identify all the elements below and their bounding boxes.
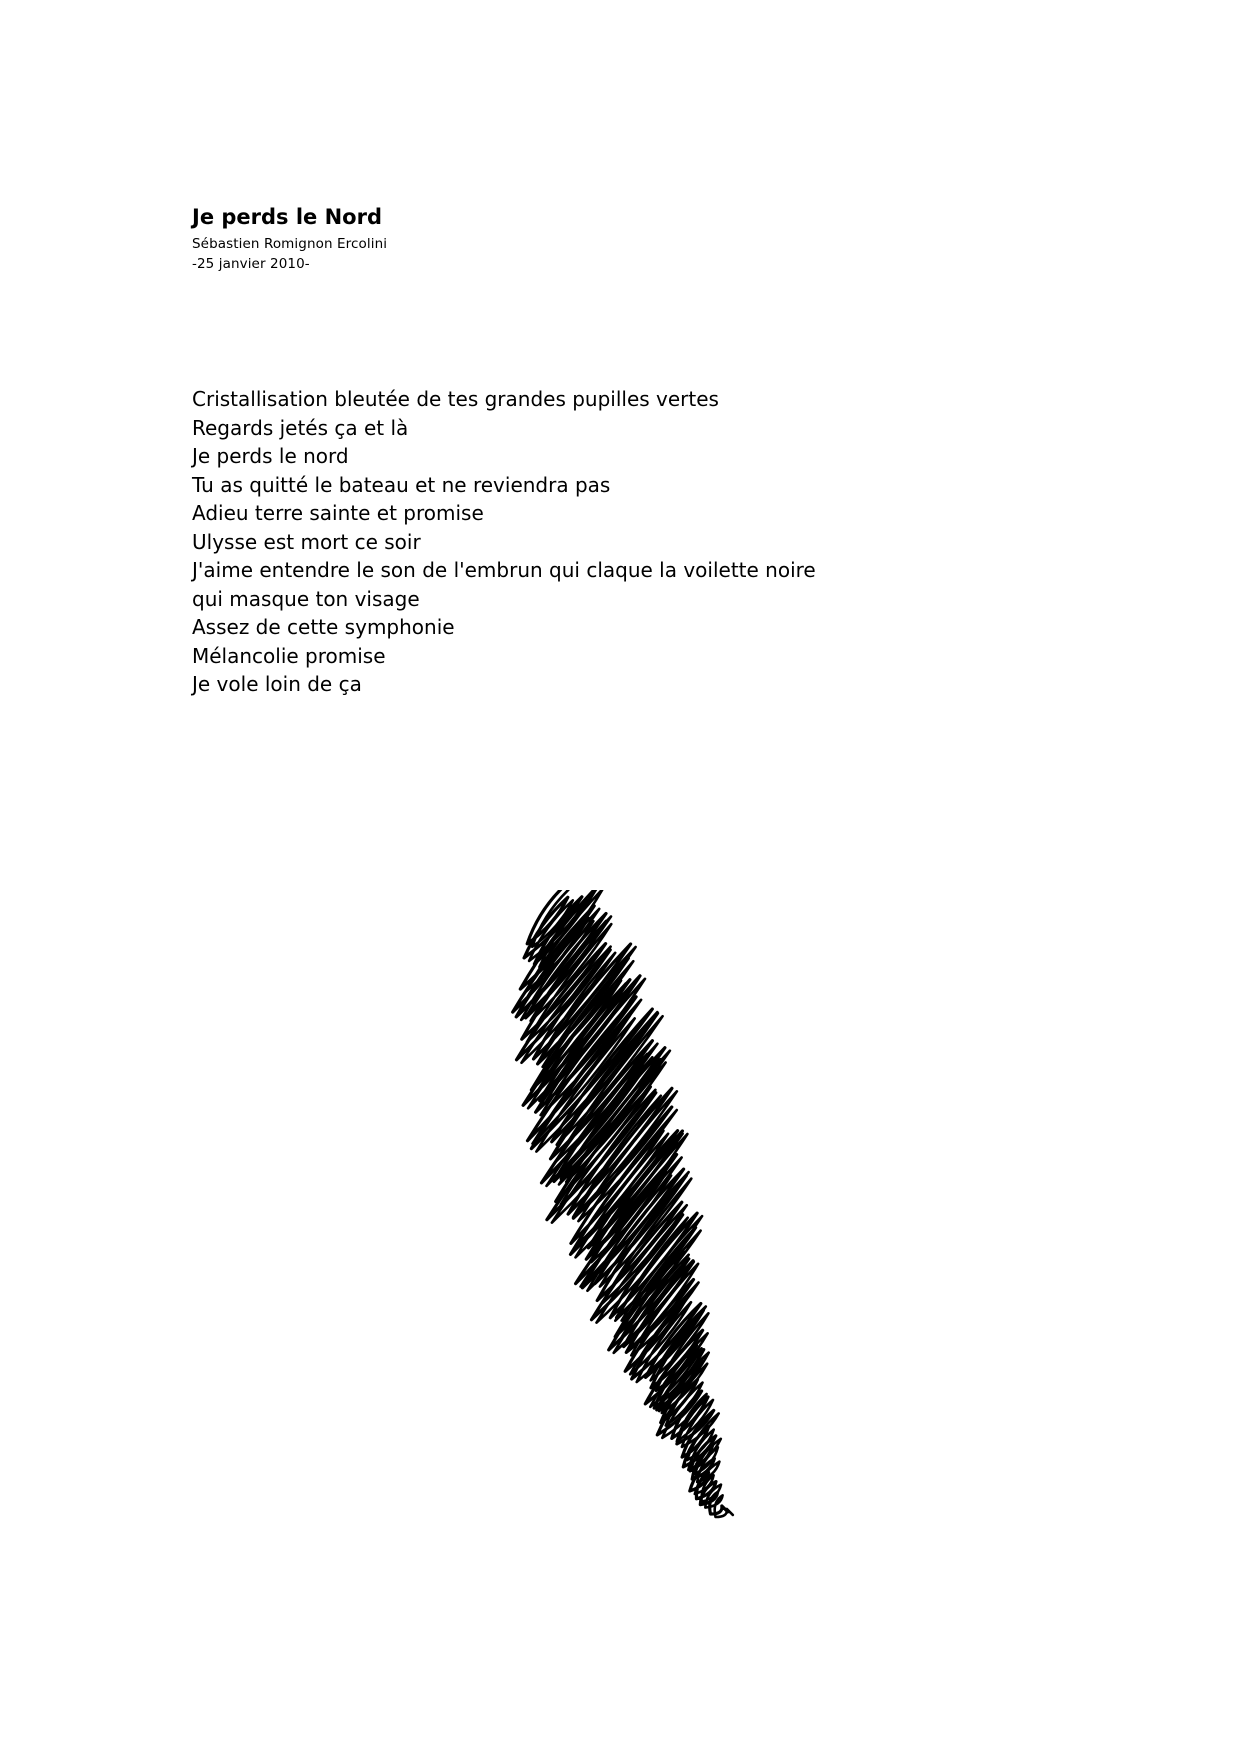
poem-line: Mélancolie promise — [192, 643, 386, 668]
poem-title: Je perds le Nord — [192, 205, 382, 229]
poem-line: Tu as quitté le bateau et ne reviendra pas — [192, 472, 611, 497]
poem-line: Ulysse est mort ce soir — [192, 529, 421, 554]
poem-line: Regards jetés ça et là — [192, 415, 409, 440]
poem-line: J'aime entendre le son de l'embrun qui claque la voilette noire — [192, 558, 816, 582]
poem-line: qui masque ton visage — [192, 586, 420, 611]
poem-body — [192, 385, 816, 699]
poem-date: -25 janvier 2010- — [192, 256, 310, 272]
poem-line: Je vole loin de ça — [192, 672, 362, 696]
document-header — [192, 204, 387, 274]
author-name: Sébastien Romignon Ercolini — [192, 236, 388, 252]
poem-line: Je perds le nord — [192, 444, 349, 468]
poem-line: Cristallisation bleutée de tes grandes pupilles vertes — [192, 387, 719, 411]
scribble-drawing — [450, 890, 780, 1530]
poem-line: Assez de cette symphonie — [192, 615, 455, 639]
poem-line: Adieu terre sainte et promise — [192, 501, 484, 525]
